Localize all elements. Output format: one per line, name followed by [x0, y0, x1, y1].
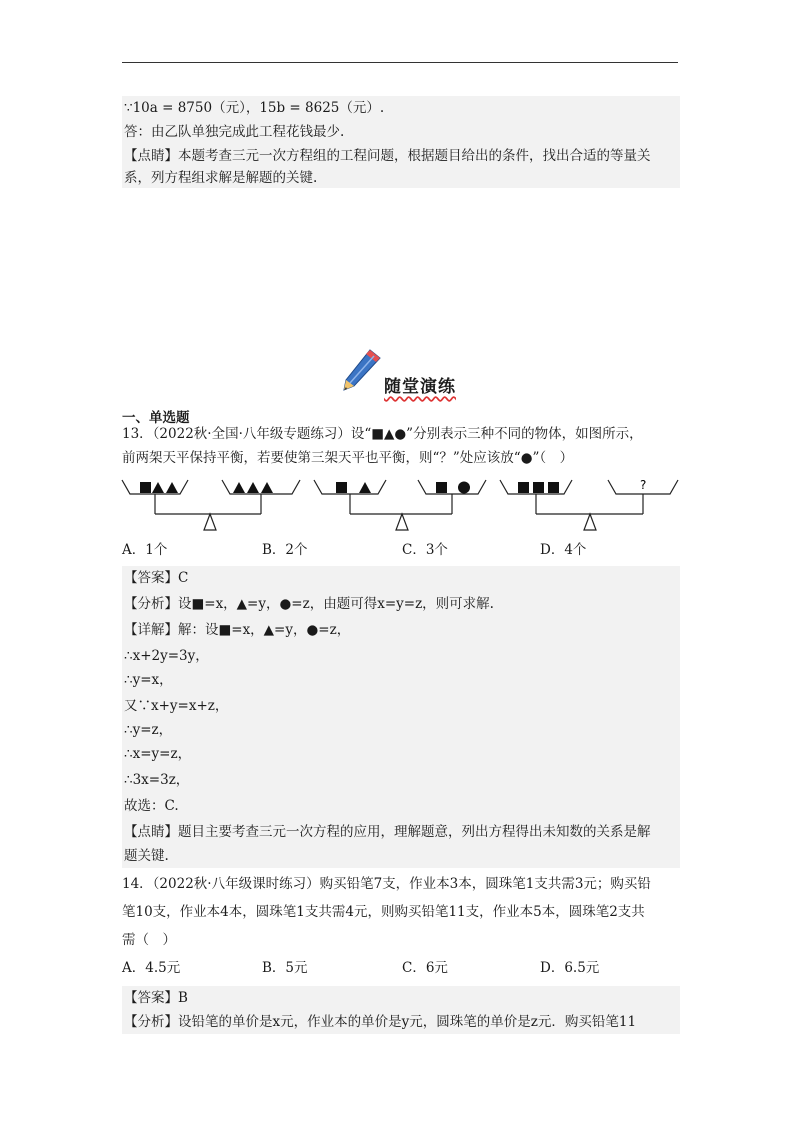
- square-shape: [548, 482, 559, 493]
- triangle-shape: [261, 482, 273, 493]
- circle-shape: [458, 482, 470, 494]
- question-mark: ?: [640, 478, 647, 492]
- single-choice-header: 一、单选题: [122, 410, 190, 426]
- q13-option-b[interactable]: B．2个: [262, 542, 308, 558]
- q13-answer: 【答案】C: [124, 570, 189, 586]
- q14-option-b[interactable]: B．5元: [262, 960, 308, 976]
- section-title: [340, 346, 480, 397]
- q14-answer: 【答案】B: [124, 990, 188, 1006]
- q13-remark-line2: 题关键.: [124, 848, 169, 864]
- q13-step-2: ∴y=x，: [124, 672, 173, 688]
- balance-scale-1: [122, 480, 300, 530]
- prev-solution-line: ∵10a = 8750（元），15b = 8625（元）.: [124, 100, 385, 116]
- square-shape: [436, 482, 447, 493]
- prev-solution-answer: 答：由乙队单独完成此工程花钱最少.: [124, 124, 345, 140]
- q14-stem-line1: 14．（2022秋·八年级课时练习）购买铅笔7支，作业本3本，圆珠笔1支共需3元；购买铅: [122, 876, 651, 892]
- triangle-shape: [166, 482, 178, 493]
- q14-option-d[interactable]: D．6.5元: [540, 960, 600, 976]
- q13-stem-line1: 13．（2022秋·全国·八年级专题练习）设“■▲●”分别表示三种不同的物体，如图所示，: [122, 426, 643, 442]
- prev-remark-line2: 系，列方程组求解是解题的关键.: [124, 170, 318, 186]
- q13-option-a[interactable]: A．1个: [122, 542, 168, 558]
- header-rule: [122, 62, 678, 63]
- balance-scales-figure: [118, 472, 688, 534]
- q13-stem-line2: 前两架天平保持平衡，若要使第三架天平也平衡，则“？”处应该放“●”（ ）: [122, 450, 574, 466]
- square-shape: [140, 482, 151, 493]
- q13-option-c[interactable]: C．3个: [402, 542, 448, 558]
- triangle-shape: [359, 482, 371, 493]
- pencil-icon: [340, 346, 386, 394]
- square-shape: [336, 482, 347, 493]
- q13-step-1: ∴x+2y=3y，: [124, 648, 209, 664]
- square-shape: [518, 482, 529, 493]
- balance-scale-3: [500, 478, 678, 530]
- triangle-shape: [233, 482, 245, 493]
- triangle-shape: [152, 482, 164, 493]
- q13-step-4: ∴y=z，: [124, 722, 173, 738]
- q13-step-3: 又∵x+y=x+z，: [124, 698, 229, 714]
- triangle-shape: [247, 482, 259, 493]
- q13-step-7: 故选：C.: [124, 798, 179, 814]
- section-title-text: 随堂演练: [384, 377, 456, 397]
- q14-option-c[interactable]: C．6元: [402, 960, 448, 976]
- square-shape: [533, 482, 544, 493]
- q13-step-5: ∴x=y=z，: [124, 746, 192, 762]
- q14-stem-line3: 需（ ）: [122, 932, 176, 948]
- q14-analysis: 【分析】设铅笔的单价是x元，作业本的单价是y元，圆珠笔的单价是z元．购买铅笔11: [124, 1014, 637, 1030]
- q13-detail: 【详解】解：设■=x，▲=y，●=z，: [124, 622, 351, 638]
- q14-stem-line2: 笔10支，作业本4本，圆珠笔1支共需4元，则购买铅笔11支，作业本5本，圆珠笔2支共: [122, 904, 645, 920]
- q13-remark-line1: 【点睛】题目主要考查三元一次方程的应用，理解题意，列出方程得出未知数的关系是解: [124, 824, 651, 840]
- prev-remark-line1: 【点睛】本题考查三元一次方程组的工程问题，根据题目给出的条件，找出合适的等量关: [124, 148, 651, 164]
- q13-option-d[interactable]: D．4个: [540, 542, 587, 558]
- balance-scale-2: [314, 480, 486, 530]
- q13-analysis: 【分析】设■=x，▲=y，●=z，由题可得x=y=z，则可求解.: [124, 596, 494, 612]
- q13-step-6: ∴3x=3z，: [124, 772, 190, 788]
- q14-option-a[interactable]: A．4.5元: [122, 960, 181, 976]
